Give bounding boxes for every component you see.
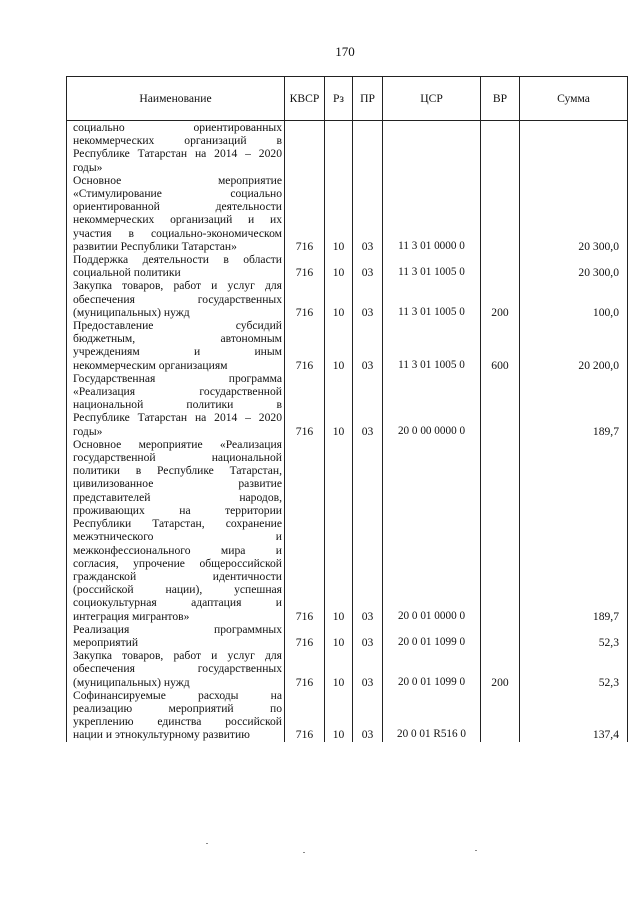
header-name: Наименование: [67, 77, 285, 121]
row-name-line: бюджетным, автономным: [73, 332, 282, 346]
row-vr-cell: 200: [481, 649, 520, 689]
row-name-line: Софинансируемые расходы на: [73, 688, 282, 702]
row-name-line: Поддержка деятельности в области: [73, 253, 282, 267]
row-name-line: некоммерческих организаций в: [73, 134, 282, 148]
row-name-line: развитии Республики Татарстан»: [73, 239, 237, 253]
row-kvsr-cell: 716: [285, 279, 325, 319]
row-sum-cell: 137,4: [520, 689, 628, 742]
row-pr-cell: 03: [353, 623, 383, 649]
table-row: [67, 438, 628, 623]
row-kvsr-cell: 716: [285, 623, 325, 649]
row-sum-cell: 189,7: [520, 438, 628, 623]
row-vr-cell: 200: [481, 279, 520, 319]
row-name-line: участия в социально-экономическом: [73, 226, 282, 240]
page-number: 170: [335, 44, 355, 59]
header-vr: ВР: [481, 77, 520, 121]
row-name-line: гражданской идентичности: [73, 569, 282, 583]
row-vr-cell: 600: [481, 319, 520, 372]
row-name-cell: [67, 319, 285, 372]
row-pr-cell: 03: [353, 253, 383, 279]
row-sum-cell: 52,3: [520, 649, 628, 689]
budget-table: [66, 76, 628, 742]
row-vr-cell: [481, 372, 520, 438]
row-name-line: некоммерческих организаций и их: [73, 213, 282, 227]
row-vr-cell: [481, 623, 520, 649]
row-name-line: годы»: [73, 424, 103, 438]
table-row: [67, 121, 628, 174]
row-name-cell: [67, 372, 285, 438]
row-name-cell: [67, 438, 285, 623]
row-name-line: представителей народов,: [73, 490, 282, 504]
row-name-line: «Реализация государственной: [73, 385, 282, 399]
row-name-line: (муниципальных) нужд: [73, 675, 190, 689]
row-name-line: «Стимулирование социально: [73, 187, 282, 201]
row-name-line: социокультурная адаптация и: [73, 596, 282, 610]
row-pr-cell: 03: [353, 689, 383, 742]
row-csr-cell: 20 0 01 R516 0: [383, 689, 481, 742]
row-name-line: цивилизованное развитие: [73, 477, 282, 491]
row-name-line: обеспечения государственных: [73, 292, 282, 306]
header-pr: ПР: [353, 77, 383, 121]
row-name-cell: [67, 649, 285, 689]
row-name-line: Государственная программа: [73, 371, 282, 385]
table-row: [67, 253, 628, 279]
header-sum: Сумма: [520, 77, 628, 121]
row-pr-cell: 03: [353, 649, 383, 689]
row-vr-cell: [481, 438, 520, 623]
row-name-line: согласия, упрочение общероссийской: [73, 556, 282, 570]
row-rz-cell: 10: [325, 279, 353, 319]
row-csr-cell: [383, 121, 481, 174]
row-name-line: проживающих на территории: [73, 503, 282, 517]
row-sum-cell: 189,7: [520, 372, 628, 438]
row-rz-cell: 10: [325, 649, 353, 689]
row-name-line: Предоставление субсидий: [73, 319, 282, 333]
row-rz-cell: 10: [325, 689, 353, 742]
row-vr-cell: [481, 121, 520, 174]
table-header-row: [67, 77, 628, 121]
row-name-line: Основное мероприятие «Реализация: [73, 437, 282, 451]
scan-speck: [475, 850, 477, 851]
table-row: [67, 319, 628, 372]
row-name-line: ориентированной деятельности: [73, 200, 282, 214]
row-rz-cell: 10: [325, 623, 353, 649]
row-name-line: Закупка товаров, работ и услуг для: [73, 279, 282, 293]
row-name-cell: [67, 174, 285, 253]
row-name-line: (муниципальных) нужд: [73, 305, 190, 319]
row-pr-cell: [353, 121, 383, 174]
row-rz-cell: 10: [325, 174, 353, 253]
row-kvsr-cell: 716: [285, 253, 325, 279]
row-name-line: Республике Татарстан на 2014 – 2020: [73, 147, 282, 161]
row-name-line: межэтнического и: [73, 530, 282, 544]
row-name-line: обеспечения государственных: [73, 662, 282, 676]
row-name-cell: [67, 279, 285, 319]
table-row: [67, 689, 628, 742]
row-name-line: государственной национальной: [73, 451, 282, 465]
row-vr-cell: [481, 253, 520, 279]
row-csr-cell: 11 3 01 1005 0: [383, 319, 481, 372]
row-name-line: укреплению единства российской: [73, 715, 282, 729]
table-body: [67, 121, 628, 742]
row-pr-cell: 03: [353, 174, 383, 253]
row-kvsr-cell: 716: [285, 319, 325, 372]
row-sum-cell: 20 200,0: [520, 319, 628, 372]
row-name-line: мероприятий: [73, 635, 139, 649]
table-row: [67, 279, 628, 319]
table-row: [67, 649, 628, 689]
row-rz-cell: 10: [325, 372, 353, 438]
row-kvsr-cell: 716: [285, 649, 325, 689]
row-kvsr-cell: 716: [285, 372, 325, 438]
row-name-line: Основное мероприятие: [73, 173, 282, 187]
row-csr-cell: 11 3 01 0000 0: [383, 174, 481, 253]
table-row: [67, 372, 628, 438]
row-name-line: интеграция мигрантов»: [73, 609, 190, 623]
row-csr-cell: 11 3 01 1005 0: [383, 253, 481, 279]
row-csr-cell: 20 0 00 0000 0: [383, 372, 481, 438]
row-sum-cell: 100,0: [520, 279, 628, 319]
row-csr-cell: 20 0 01 1099 0: [383, 649, 481, 689]
scan-speck: [206, 843, 208, 844]
header-rz: Рз: [325, 77, 353, 121]
row-name-cell: [67, 253, 285, 279]
row-name-line: реализацию мероприятий по: [73, 701, 282, 715]
row-vr-cell: [481, 689, 520, 742]
row-rz-cell: 10: [325, 438, 353, 623]
row-sum-cell: 52,3: [520, 623, 628, 649]
row-kvsr-cell: [285, 121, 325, 174]
row-name-line: Республике Татарстан на 2014 – 2020: [73, 411, 282, 425]
row-name-line: Реализация программных: [73, 622, 282, 636]
row-pr-cell: 03: [353, 279, 383, 319]
row-name-line: Республики Татарстан, сохранение: [73, 517, 282, 531]
row-rz-cell: 10: [325, 319, 353, 372]
row-pr-cell: 03: [353, 438, 383, 623]
row-name-line: учреждениям и иным: [73, 345, 282, 359]
row-name-line: годы»: [73, 160, 103, 174]
row-name-line: социально ориентированных: [73, 121, 282, 134]
row-kvsr-cell: 716: [285, 438, 325, 623]
row-csr-cell: 20 0 01 0000 0: [383, 438, 481, 623]
table-row: [67, 623, 628, 649]
row-name-line: межконфессионального мира и: [73, 543, 282, 557]
row-sum-cell: 20 300,0: [520, 253, 628, 279]
row-pr-cell: 03: [353, 319, 383, 372]
row-rz-cell: [325, 121, 353, 174]
row-sum-cell: [520, 121, 628, 174]
row-name-cell: [67, 623, 285, 649]
row-name-cell: [67, 121, 285, 174]
row-name-line: некоммерческим организациям: [73, 358, 228, 372]
row-name-line: национальной политики в: [73, 398, 282, 412]
row-kvsr-cell: 716: [285, 174, 325, 253]
header-csr: ЦСР: [383, 77, 481, 121]
row-csr-cell: 20 0 01 1099 0: [383, 623, 481, 649]
row-pr-cell: 03: [353, 372, 383, 438]
row-name-cell: [67, 689, 285, 742]
scan-speck: [303, 852, 305, 853]
row-name-line: нации и этнокультурному развитию: [73, 728, 250, 742]
row-kvsr-cell: 716: [285, 689, 325, 742]
row-name-line: политики в Республике Татарстан,: [73, 464, 282, 478]
row-name-line: Закупка товаров, работ и услуг для: [73, 649, 282, 663]
row-csr-cell: 11 3 01 1005 0: [383, 279, 481, 319]
row-sum-cell: 20 300,0: [520, 174, 628, 253]
row-name-line: социальной политики: [73, 266, 181, 280]
table-row: [67, 174, 628, 253]
row-vr-cell: [481, 174, 520, 253]
header-kvsr: КВСР: [285, 77, 325, 121]
row-name-line: (российской нации), успешная: [73, 583, 282, 597]
row-rz-cell: 10: [325, 253, 353, 279]
